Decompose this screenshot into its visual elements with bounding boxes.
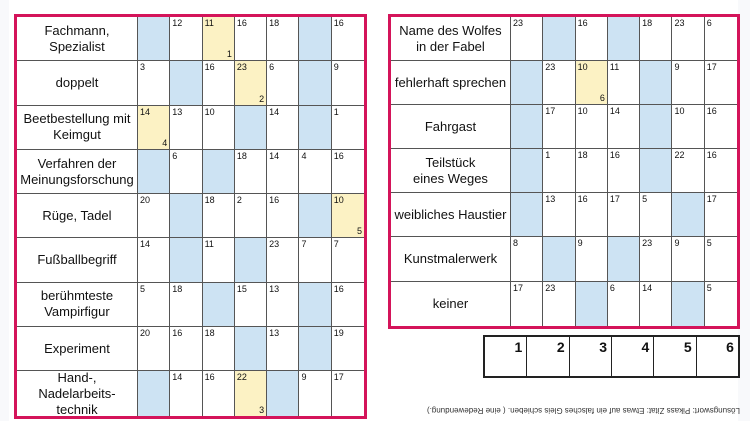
right_puzzle-row bbox=[391, 237, 737, 281]
letter-cell[interactable] bbox=[705, 193, 737, 236]
cell-code-number: 16 bbox=[577, 194, 588, 205]
cell-code-number: 17 bbox=[545, 106, 556, 117]
left_puzzle-row bbox=[17, 106, 364, 150]
cell-code-number: 10 bbox=[674, 106, 685, 117]
letter-cell[interactable] bbox=[608, 193, 640, 236]
letter-cell[interactable] bbox=[299, 194, 331, 237]
letter-cell[interactable] bbox=[672, 105, 704, 148]
letter-cell[interactable] bbox=[138, 371, 170, 415]
letter-cell[interactable] bbox=[543, 237, 575, 280]
letter-cell[interactable] bbox=[511, 17, 543, 60]
left_puzzle-row bbox=[17, 17, 364, 61]
letter-cell[interactable] bbox=[608, 61, 640, 104]
cell-code-number: 1 bbox=[333, 106, 339, 117]
letter-cell[interactable] bbox=[672, 237, 704, 280]
cell-code-number: 19 bbox=[333, 328, 344, 339]
letter-cell[interactable] bbox=[267, 106, 299, 149]
left_puzzle-row bbox=[17, 371, 364, 415]
right_puzzle-row bbox=[391, 17, 737, 61]
letter-cell[interactable] bbox=[576, 237, 608, 280]
left_puzzle-row bbox=[17, 61, 364, 105]
cell-code-number: 10 bbox=[577, 106, 588, 117]
cell-code-number: 7 bbox=[301, 239, 307, 250]
cell-code-number: 8 bbox=[512, 238, 518, 249]
solution-box-number: 2 bbox=[556, 339, 565, 355]
cell-code-number: 16 bbox=[333, 283, 344, 294]
clue-text: weibliches Haustier bbox=[391, 193, 511, 236]
cell-code-number: 4 bbox=[301, 150, 307, 161]
letter-cell[interactable] bbox=[332, 61, 364, 104]
cell-code-number: 5 bbox=[139, 283, 145, 294]
letter-cell[interactable] bbox=[576, 17, 608, 60]
letter-cell[interactable] bbox=[170, 194, 202, 237]
solution-box-number: 5 bbox=[683, 339, 692, 355]
cell-code-number: 5 bbox=[642, 194, 648, 205]
cell-code-number: 14 bbox=[609, 106, 620, 117]
cell-code-number: 11 bbox=[204, 18, 214, 28]
clue-text: keiner bbox=[391, 282, 511, 326]
letter-cell[interactable] bbox=[672, 61, 704, 104]
letter-cell[interactable] bbox=[235, 150, 267, 193]
letter-cell[interactable] bbox=[170, 106, 202, 149]
letter-cell[interactable] bbox=[170, 327, 202, 370]
letter-cell[interactable] bbox=[705, 149, 737, 192]
solution-index-number: 5 bbox=[357, 226, 363, 237]
letter-cell[interactable] bbox=[705, 17, 737, 60]
letter-cell[interactable] bbox=[511, 149, 543, 192]
letter-cell[interactable] bbox=[332, 238, 364, 281]
cell-code-number: 16 bbox=[204, 62, 215, 73]
cell-code-number: 17 bbox=[512, 282, 523, 293]
letter-cell[interactable] bbox=[608, 17, 640, 60]
letter-cell[interactable] bbox=[203, 61, 235, 104]
letter-cell[interactable] bbox=[672, 193, 704, 236]
cell-code-number: 13 bbox=[269, 328, 280, 339]
letter-cell[interactable] bbox=[299, 327, 331, 370]
right_puzzle-row bbox=[391, 105, 737, 149]
letter-cell[interactable] bbox=[672, 17, 704, 60]
solution-index-number: 1 bbox=[226, 49, 232, 60]
cell-code-number: 18 bbox=[236, 150, 247, 161]
right_puzzle-row bbox=[391, 193, 737, 237]
letter-cell[interactable] bbox=[138, 283, 170, 326]
left_puzzle-row bbox=[17, 327, 364, 371]
solution-index-number: 6 bbox=[599, 93, 605, 104]
letter-cell[interactable] bbox=[332, 283, 364, 326]
letter-cell[interactable] bbox=[235, 371, 267, 415]
solution-box-number: 6 bbox=[726, 339, 734, 355]
letter-cell[interactable] bbox=[576, 193, 608, 236]
letter-cell[interactable] bbox=[543, 193, 575, 236]
clue-text: Beetbestellung mit Keimgut bbox=[17, 106, 138, 149]
letter-cell[interactable] bbox=[332, 17, 364, 60]
letter-cell[interactable] bbox=[235, 61, 267, 104]
letter-cell[interactable] bbox=[511, 193, 543, 236]
left_puzzle-row bbox=[17, 194, 364, 238]
clue-text: berühmteste Vampirfigur bbox=[17, 283, 138, 326]
letter-cell[interactable] bbox=[203, 17, 235, 60]
cell-code-number: 10 bbox=[333, 195, 344, 206]
cell-code-number: 16 bbox=[204, 372, 215, 383]
letter-cell[interactable] bbox=[138, 150, 170, 193]
letter-cell[interactable] bbox=[299, 283, 331, 326]
cell-code-number: 6 bbox=[706, 18, 712, 28]
letter-cell[interactable] bbox=[138, 194, 170, 237]
letter-cell[interactable] bbox=[267, 283, 299, 326]
cell-code-number: 22 bbox=[236, 372, 247, 383]
clue-text: Rüge, Tadel bbox=[17, 194, 138, 237]
clue-text: Teilstück eines Weges bbox=[391, 149, 511, 192]
letter-cell[interactable] bbox=[543, 61, 575, 104]
cell-code-number: 16 bbox=[706, 150, 717, 161]
cell-code-number: 18 bbox=[172, 283, 183, 294]
cell-code-number: 17 bbox=[706, 194, 717, 205]
cell-code-number: 16 bbox=[236, 18, 247, 28]
clue-text: Fußballbegriff bbox=[17, 238, 138, 281]
cell-code-number: 17 bbox=[609, 194, 620, 205]
letter-cell[interactable] bbox=[138, 327, 170, 370]
cell-code-number: 23 bbox=[674, 18, 685, 28]
letter-cell[interactable] bbox=[640, 61, 672, 104]
cell-code-number: 13 bbox=[269, 283, 280, 294]
letter-cell[interactable] bbox=[203, 194, 235, 237]
letter-cell[interactable] bbox=[203, 371, 235, 415]
clue-text: Fahrgast bbox=[391, 105, 511, 148]
letter-cell[interactable] bbox=[203, 238, 235, 281]
cell-code-number: 5 bbox=[706, 238, 712, 249]
letter-cell[interactable] bbox=[138, 61, 170, 104]
letter-cell[interactable] bbox=[299, 17, 331, 60]
letter-cell[interactable] bbox=[705, 105, 737, 148]
clue-text: Fachmann, Spezialist bbox=[17, 17, 138, 60]
letter-cell[interactable] bbox=[203, 327, 235, 370]
letter-cell[interactable] bbox=[235, 327, 267, 370]
left_puzzle-row bbox=[17, 238, 364, 282]
left_puzzle-row bbox=[17, 150, 364, 194]
cell-code-number: 23 bbox=[236, 62, 247, 73]
cell-code-number: 7 bbox=[333, 239, 339, 250]
letter-cell[interactable] bbox=[332, 106, 364, 149]
letter-cell[interactable] bbox=[267, 371, 299, 415]
letter-cell[interactable] bbox=[267, 150, 299, 193]
cell-code-number: 16 bbox=[269, 195, 280, 206]
letter-cell[interactable] bbox=[170, 371, 202, 415]
letter-cell[interactable] bbox=[511, 237, 543, 280]
letter-cell[interactable] bbox=[138, 238, 170, 281]
letter-cell[interactable] bbox=[138, 106, 170, 149]
clue-text: doppelt bbox=[17, 61, 138, 104]
letter-cell[interactable] bbox=[170, 17, 202, 60]
letter-cell[interactable] bbox=[267, 61, 299, 104]
letter-cell[interactable] bbox=[705, 282, 737, 326]
solution-word-boxes bbox=[483, 335, 740, 378]
letter-cell[interactable] bbox=[640, 149, 672, 192]
cell-code-number: 6 bbox=[609, 282, 615, 293]
solution-box[interactable] bbox=[485, 337, 527, 376]
letter-cell[interactable] bbox=[332, 150, 364, 193]
cell-code-number: 20 bbox=[139, 328, 150, 339]
letter-cell[interactable] bbox=[267, 327, 299, 370]
letter-cell[interactable] bbox=[203, 150, 235, 193]
cell-code-number: 15 bbox=[236, 283, 247, 294]
cell-code-number: 14 bbox=[269, 150, 280, 161]
cell-code-number: 14 bbox=[139, 239, 150, 250]
letter-cell[interactable] bbox=[170, 283, 202, 326]
clue-text: Kunstmalerwerk bbox=[391, 237, 511, 280]
cell-code-number: 23 bbox=[642, 238, 653, 249]
letter-cell[interactable] bbox=[640, 17, 672, 60]
letter-cell[interactable] bbox=[267, 194, 299, 237]
cell-code-number: 14 bbox=[642, 282, 653, 293]
letter-cell[interactable] bbox=[640, 105, 672, 148]
letter-cell[interactable] bbox=[640, 282, 672, 326]
cell-code-number: 18 bbox=[642, 18, 653, 28]
cell-code-number: 11 bbox=[609, 62, 620, 73]
cell-code-number: 16 bbox=[577, 18, 588, 28]
right_puzzle-row bbox=[391, 282, 737, 326]
cell-code-number: 9 bbox=[333, 62, 339, 73]
cell-code-number: 10 bbox=[577, 62, 588, 73]
upside-down-answer-note: Lösungswort: Pikass Zitat: Etwas auf ein falsches Gleis schieben. ( eine Redewendung.) bbox=[426, 406, 740, 415]
cell-code-number: 14 bbox=[269, 106, 280, 117]
cell-code-number: 14 bbox=[139, 106, 150, 117]
cell-code-number: 20 bbox=[139, 195, 150, 206]
letter-cell[interactable] bbox=[170, 150, 202, 193]
solution-box[interactable] bbox=[697, 337, 738, 376]
solution-box-number: 1 bbox=[514, 339, 523, 355]
letter-cell[interactable] bbox=[543, 149, 575, 192]
cell-code-number: 5 bbox=[706, 282, 712, 293]
cell-code-number: 12 bbox=[172, 18, 183, 28]
letter-cell[interactable] bbox=[235, 17, 267, 60]
letter-cell[interactable] bbox=[511, 282, 543, 326]
cell-code-number: 11 bbox=[204, 239, 214, 250]
cell-code-number: 16 bbox=[333, 150, 344, 161]
cell-code-number: 6 bbox=[172, 150, 178, 161]
cell-code-number: 3 bbox=[139, 62, 145, 73]
letter-cell[interactable] bbox=[705, 237, 737, 280]
letter-cell[interactable] bbox=[299, 106, 331, 149]
letter-cell[interactable] bbox=[511, 105, 543, 148]
letter-cell[interactable] bbox=[543, 282, 575, 326]
letter-cell[interactable] bbox=[332, 371, 364, 415]
solution-box[interactable] bbox=[527, 337, 569, 376]
letter-cell[interactable] bbox=[640, 237, 672, 280]
letter-cell[interactable] bbox=[267, 17, 299, 60]
cell-code-number: 6 bbox=[269, 62, 275, 73]
letter-cell[interactable] bbox=[235, 194, 267, 237]
cell-code-number: 9 bbox=[674, 62, 680, 73]
cell-code-number: 16 bbox=[172, 328, 183, 339]
letter-cell[interactable] bbox=[235, 106, 267, 149]
letter-cell[interactable] bbox=[543, 17, 575, 60]
letter-cell[interactable] bbox=[332, 194, 364, 237]
cell-code-number: 16 bbox=[333, 18, 344, 28]
letter-cell[interactable] bbox=[511, 61, 543, 104]
letter-cell[interactable] bbox=[608, 149, 640, 192]
letter-cell[interactable] bbox=[672, 149, 704, 192]
cell-code-number: 13 bbox=[172, 106, 183, 117]
cell-code-number: 23 bbox=[269, 239, 280, 250]
letter-cell[interactable] bbox=[332, 327, 364, 370]
clue-text: Hand-, Nadelarbeits- technik bbox=[17, 371, 138, 415]
letter-cell[interactable] bbox=[170, 61, 202, 104]
cell-code-number: 16 bbox=[609, 150, 620, 161]
cell-code-number: 22 bbox=[674, 150, 685, 161]
cell-code-number: 2 bbox=[236, 195, 242, 206]
letter-cell[interactable] bbox=[170, 238, 202, 281]
cell-code-number: 9 bbox=[577, 238, 583, 249]
letter-cell[interactable] bbox=[138, 17, 170, 60]
solution-box[interactable] bbox=[570, 337, 612, 376]
letter-cell[interactable] bbox=[235, 238, 267, 281]
cell-code-number: 14 bbox=[172, 372, 183, 383]
cell-code-number: 17 bbox=[706, 62, 717, 73]
clue-text: fehlerhaft sprechen bbox=[391, 61, 511, 104]
letter-cell[interactable] bbox=[299, 371, 331, 415]
cell-code-number: 23 bbox=[545, 282, 556, 293]
clue-text: Verfahren der Meinungsforschung bbox=[17, 150, 138, 193]
left_puzzle-row bbox=[17, 283, 364, 327]
right-crossword-grid bbox=[388, 14, 740, 329]
letter-cell[interactable] bbox=[640, 193, 672, 236]
letter-cell[interactable] bbox=[267, 238, 299, 281]
letter-cell[interactable] bbox=[576, 105, 608, 148]
solution-index-number: 2 bbox=[259, 93, 265, 104]
letter-cell[interactable] bbox=[576, 282, 608, 326]
right_puzzle-row bbox=[391, 149, 737, 193]
cell-code-number: 18 bbox=[204, 195, 215, 206]
cell-code-number: 18 bbox=[269, 18, 280, 28]
letter-cell[interactable] bbox=[299, 150, 331, 193]
cell-code-number: 23 bbox=[512, 18, 523, 28]
letter-cell[interactable] bbox=[608, 105, 640, 148]
left-crossword-grid bbox=[14, 14, 367, 419]
letter-cell[interactable] bbox=[576, 149, 608, 192]
letter-cell[interactable] bbox=[299, 238, 331, 281]
letter-cell[interactable] bbox=[705, 61, 737, 104]
cell-code-number: 13 bbox=[545, 194, 556, 205]
clue-text: Experiment bbox=[17, 327, 138, 370]
solution-box[interactable] bbox=[612, 337, 654, 376]
cell-code-number: 18 bbox=[577, 150, 588, 161]
letter-cell[interactable] bbox=[203, 106, 235, 149]
cell-code-number: 9 bbox=[674, 238, 680, 249]
letter-cell[interactable] bbox=[235, 283, 267, 326]
cell-code-number: 10 bbox=[204, 106, 215, 117]
letter-cell[interactable] bbox=[203, 283, 235, 326]
cell-code-number: 1 bbox=[545, 150, 551, 161]
cell-code-number: 23 bbox=[545, 62, 556, 73]
cell-code-number: 16 bbox=[706, 106, 717, 117]
letter-cell[interactable] bbox=[608, 282, 640, 326]
cell-code-number: 17 bbox=[333, 372, 344, 383]
letter-cell[interactable] bbox=[299, 61, 331, 104]
clue-text: Name des Wolfes in der Fabel bbox=[391, 17, 511, 60]
solution-box-number: 4 bbox=[641, 339, 650, 355]
letter-cell[interactable] bbox=[576, 61, 608, 104]
letter-cell[interactable] bbox=[543, 105, 575, 148]
solution-box[interactable] bbox=[654, 337, 696, 376]
solution-index-number: 4 bbox=[162, 137, 168, 148]
cell-code-number: 9 bbox=[301, 372, 307, 383]
letter-cell[interactable] bbox=[672, 282, 704, 326]
solution-index-number: 3 bbox=[259, 404, 265, 415]
letter-cell[interactable] bbox=[608, 237, 640, 280]
cell-code-number: 18 bbox=[204, 328, 215, 339]
solution-box-number: 3 bbox=[599, 339, 607, 355]
right_puzzle-row bbox=[391, 61, 737, 105]
page-edge-left bbox=[0, 0, 9, 421]
